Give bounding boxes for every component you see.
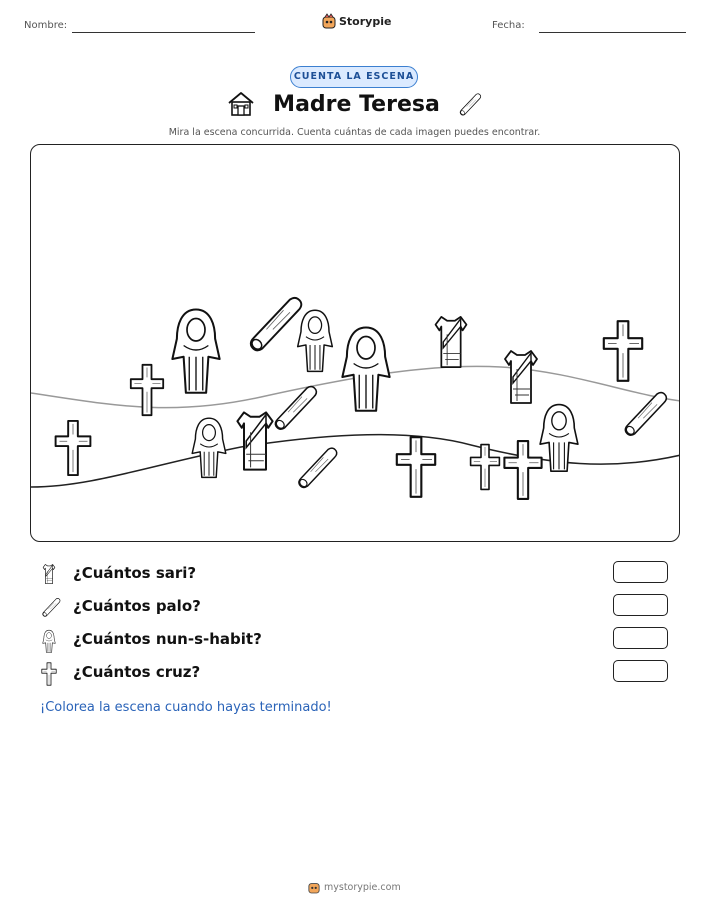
instruction-text: Mira la escena concurrida. Cuenta cuántas de cada imagen puedes encontrar. <box>168 127 541 138</box>
scene-nun-2 <box>298 310 333 371</box>
footer-url[interactable]: mystorypie.com <box>324 881 401 893</box>
cross-icon <box>40 662 58 686</box>
answer-box-stick[interactable] <box>613 594 668 616</box>
scene-sari-1 <box>436 317 467 367</box>
name-line[interactable] <box>72 32 255 33</box>
scene-nun-4 <box>192 418 226 477</box>
scene-cross-2 <box>604 321 642 381</box>
scene-stick-4 <box>625 393 667 436</box>
stick-icon <box>40 596 62 618</box>
question-row-cross <box>40 660 670 686</box>
name-label: Nombre: <box>24 20 68 31</box>
question-row-nun <box>40 627 670 653</box>
search-scene[interactable] <box>30 144 680 542</box>
storypie-logo-icon <box>322 13 336 29</box>
footer <box>308 880 401 894</box>
title-row <box>0 91 709 117</box>
storypie-logo-icon <box>308 880 320 894</box>
scene-cross-6 <box>504 441 541 499</box>
scene-stick-3 <box>298 448 336 488</box>
question-row-sari <box>40 561 670 587</box>
scene-nun-5 <box>540 405 578 472</box>
date-label: Fecha: <box>492 20 525 31</box>
answer-box-nun[interactable] <box>613 627 668 649</box>
stick-title-icon <box>457 91 483 117</box>
sari-icon <box>40 563 58 585</box>
brand-name: Storypie <box>339 14 392 28</box>
question-row-stick <box>40 594 670 620</box>
house-icon <box>226 91 256 117</box>
scene-stick-1 <box>250 298 301 351</box>
scene-nun-1 <box>172 310 219 393</box>
coloring-note: ¡Colorea la escena cuando hayas terminado! <box>40 700 332 715</box>
scene-sari-3 <box>237 412 272 469</box>
question-text: ¿Cuántos nun-s-habit? <box>73 630 262 648</box>
page-title: Madre Teresa <box>273 91 440 117</box>
scene-nun-3 <box>342 328 389 411</box>
question-text: ¿Cuántos cruz? <box>73 663 201 681</box>
date-line[interactable] <box>539 32 686 33</box>
activity-badge: CUENTA LA ESCENA <box>290 66 418 88</box>
scene-cross-4 <box>397 437 435 497</box>
scene-illustration <box>31 145 680 542</box>
answer-box-sari[interactable] <box>613 561 668 583</box>
question-text: ¿Cuántos sari? <box>73 564 197 582</box>
answer-box-cross[interactable] <box>613 660 668 682</box>
scene-cross-3 <box>56 421 91 475</box>
brand <box>322 13 391 29</box>
question-text: ¿Cuántos palo? <box>73 597 201 615</box>
nun-icon <box>40 629 58 653</box>
scene-sari-2 <box>505 351 537 403</box>
